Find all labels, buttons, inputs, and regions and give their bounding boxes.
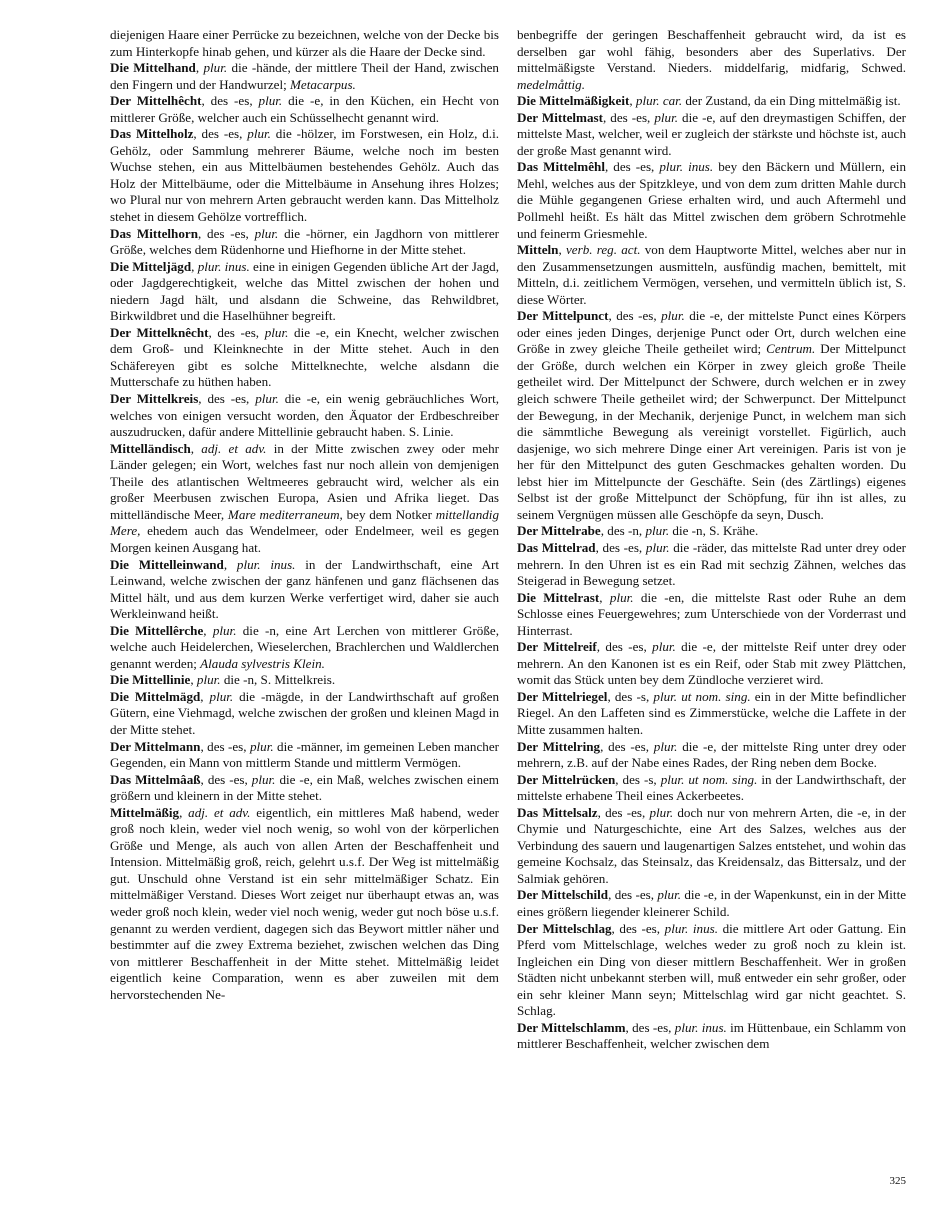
entry-separator: ,: [203, 622, 213, 638]
entry-headword: Die Mittelrast: [517, 589, 600, 605]
dictionary-entry: [517, 159, 906, 242]
entry-latin-term: medelmåttig.: [517, 76, 586, 92]
entry-text: die -räder, das mittelste Rad unter drey oder mehrern. In den Uhren ist es ein Rad mit sechzig Zähnen, welches das Steigerad in Bewegung setzet.: [517, 539, 907, 589]
entry-grammar: plur.: [657, 887, 682, 903]
entry-genitive: , des -es,: [197, 225, 255, 241]
entry-text: die -e, in den Küchen, ein Hecht von mittlerer Größe, welcher auch ein Schüsselhecht genannt wird.: [110, 93, 499, 125]
entry-genitive: , des -s,: [607, 688, 654, 704]
dictionary-entry: [110, 557, 499, 623]
entry-latin-term: Metacarpus.: [290, 76, 356, 92]
entry-headword: Der Mittelschlag: [517, 920, 612, 936]
entry-grammar: plur.: [254, 225, 279, 241]
entry-grammar: plur. inus.: [659, 159, 714, 175]
entry-headword: Das Mittelsalz: [517, 804, 598, 820]
entry-text: Der Mittelpunct der Größe, durch welchen ein Körper in zwey gleich große Theile getheilet wird. Der Mittelpunct der Schwere, durch welchen er in zwey gleich schwere Theile getheilet wird; der Schwerpunct. Der Mittelpunct der Bewegung, in der Mechanik, derjenige Punct, in welchem man sich die sämmtliche Bewegung als vereinigt vorstellet. Figürlich, auch dasjenige, wo sich mehrere Dinge einer Art vereinigen. Paris ist von je her für den Mittelpunct des guten Geschmackes gehalten worden. Du lebst hier im Mittelpuncte der Geschäfte. Sein (des Zärtlings) eigenes Selbst ist der große Mittelpunct der Schöpfung, für ihn ist alles, zu seinem Vergnügen müssen alle Geschöpfe da seyn, Dusch.: [517, 341, 906, 522]
entry-genitive: , des -es,: [600, 738, 654, 754]
entry-headword: Die Mittelhand: [110, 60, 196, 76]
entry-text: in der Landwirthschaft, der mittelste erhabene Theil eines Ackerbeetes.: [517, 771, 907, 804]
entry-text: benbegriffe der geringen Beschaffenheit gebraucht wird, da ist es derselben gar wohl fähig, besonders aber des Superlativs. Der mittelmäßigste Verstand. Nieders. middelfarig, midfarig, Schwed.: [517, 27, 906, 76]
entry-separator: ,: [200, 688, 210, 704]
entry-separator: ,: [629, 93, 636, 109]
entry-headword: Das Mittelhorn: [110, 225, 198, 241]
entry-text: bey dem Notker: [342, 506, 436, 522]
entry-grammar: plur.: [661, 308, 685, 324]
entry-text: ein in der Mitte befindlicher Riegel. An den Laffeten sind es Zimmerstücke, welche die Laffete in der Mitte zusammen halten.: [517, 688, 906, 737]
dictionary-entry: [517, 805, 906, 888]
entry-genitive: , des -es,: [608, 887, 658, 903]
dictionary-entry: [517, 93, 906, 110]
entry-text: die -e, ein Maß, welches zwischen einem größern und kleinern in der Mitte stehet.: [110, 771, 499, 804]
entry-headword: Das Mittelmâaß: [110, 771, 201, 787]
entry-grammar: plur.: [251, 771, 276, 787]
dictionary-entry: [517, 540, 906, 590]
dictionary-entry: [517, 921, 906, 1020]
entry-headword: Das Mittelrad: [517, 539, 596, 555]
entry-text: die -e, in der Wapenkunst, ein in der Mitte eines größern liegender kleinerer Schild.: [517, 887, 907, 919]
entry-latin-term: Mare mediterraneum,: [227, 506, 343, 522]
entry-grammar: plur.: [258, 93, 283, 109]
dictionary-entry: [110, 772, 499, 805]
entry-latin-term: mittellandig Mere,: [110, 506, 499, 539]
entry-headword: Die Mittellinie: [110, 672, 191, 688]
entry-headword: Die Mittelmäßigkeit: [517, 93, 630, 109]
entry-separator: ,: [190, 672, 197, 688]
entry-grammar: plur.: [609, 589, 634, 605]
entry-grammar: plur. inus.: [197, 258, 250, 274]
dictionary-entry: [517, 110, 906, 160]
entry-text: die -e, der mittelste Ring unter drey oder mehrern, z.B. auf der Nabe eines Rades, der Ring neben dem Bocke.: [517, 738, 907, 771]
entry-text: die -e, ein Knecht, welcher zwischen dem Groß- und Kleinknechte in der Mitte stehet. Auch in den Schäfereyen gibt es solche Mittelknechte, welche alsdann die Mutterschafe zu hüthen haben.: [110, 324, 499, 390]
entry-grammar: plur.: [212, 622, 237, 638]
page-number: 325: [889, 1175, 906, 1187]
entry-headword: Der Mittelmast: [517, 109, 603, 125]
entry-text: der Zustand, da ein Ding mittelmäßig ist.: [682, 93, 901, 109]
entry-text: die -n, eine Art Lerchen von mittlerer Größe, welche auch Heidelerchen, Wieselerchen, Brachlerchen und Waldlerchen genannt werden;: [110, 622, 499, 671]
entry-headword: Mittelländisch: [110, 440, 191, 456]
entry-headword: Die Mittelleinwand: [110, 556, 224, 572]
entry-headword: Der Mittelschlamm: [517, 1019, 626, 1035]
entry-separator: ,: [190, 440, 202, 456]
entry-headword: Der Mittelring: [517, 738, 601, 754]
entry-text: die -mägde, in der Landwirthschaft auf großen Gütern, eine Viehmagd, welche zwischen der großen und kleinen Magd in der Mitte stehet.: [110, 688, 500, 737]
entry-separator: ,: [191, 258, 198, 274]
entry-genitive: , des -es,: [625, 1019, 675, 1035]
entry-grammar: plur.: [203, 60, 228, 76]
entry-headword: Der Mittelreif: [517, 639, 597, 655]
entry-grammar: plur. inus.: [674, 1019, 727, 1035]
dictionary-entry: [517, 689, 906, 739]
dictionary-entry: [110, 739, 499, 772]
dictionary-entry: [110, 259, 499, 325]
entry-separator: ,: [195, 60, 204, 76]
entry-headword: Mittelmäßig: [110, 804, 180, 820]
entry-text: eigentlich, ein mittleres Maß habend, weder groß noch klein, weder viel noch wenig, so wohl von der körperlichen Größe und Menge, als auch von allen Arten der Beschaffenheit und Intension. Mittelmäßig groß, reich, gelehrt u.s.f. Der Weg ist mittelmäßig gut. Unschuld ohne Verstand ist ein sehr mittelmäßiger Schatz. Ein mittelmäßiger Verstand. Dieses Wort zeiget nur überhaupt etwas an, was weder groß noch klein, weder viel noch wenig, weder gut noch böse u.s.f. genannt zu werden verdient, dagegen sich das Beywort mittler näher und bestimmter auf die zwey Extrema beziehet, zwischen welchen das Ding von mittlerer Beschaffenheit in der Mitte stehet. Mittelmäßig leidet eigentlich keine Comparation, wenn es aber zuweilen mit dem hervorstechenden Ne-: [110, 804, 499, 1002]
entry-text: diejenigen Haare einer Perrücke zu bezeichnen, welche von der Decke bis zum Hinterkopfe hinab gehen, und kürzer als die Haare der Decke sind.: [110, 27, 499, 59]
entry-headword: Der Mittelmann: [110, 738, 201, 754]
dictionary-entry: [110, 672, 499, 689]
right-column: [517, 27, 906, 1053]
entry-genitive: , des -es,: [208, 324, 265, 340]
entry-genitive: , des -es,: [595, 539, 646, 555]
entry-genitive: , des -es,: [200, 771, 252, 787]
dictionary-entry: [110, 126, 499, 225]
entry-separator: ,: [558, 242, 566, 258]
dictionary-entry: [110, 689, 499, 739]
entry-headword: Der Mittelschild: [517, 887, 609, 903]
entry-grammar: plur.: [645, 539, 670, 555]
entry-grammar: plur. inus.: [236, 556, 296, 572]
dictionary-entry: [517, 887, 906, 920]
entry-grammar: plur.: [196, 672, 221, 688]
dictionary-entry: [517, 590, 906, 640]
entry-text: von dem Hauptworte Mittel, welches aber nur in den Zusammensetzungen ausmitteln, ausfündig machen, bemittelt, mit Mitteln, d.i. zeitlichem Vermögen, versehen, und vermitteln üblich ist, S. diese Wörter.: [517, 242, 906, 307]
left-column: [110, 27, 499, 1003]
entry-grammar: plur.: [209, 688, 234, 704]
entry-text: die -hände, der mittlere Theil der Hand, zwischen den Fingern und der Handwurzel;: [110, 60, 499, 92]
entry-grammar: plur.: [649, 804, 674, 820]
entry-genitive: , des -es,: [597, 804, 650, 820]
entry-grammar: plur. ut nom. sing.: [653, 688, 751, 704]
dictionary-entry: [110, 805, 499, 1004]
entry-headword: Der Mittelrabe: [517, 523, 601, 539]
entry-grammar: verb. reg. act.: [565, 242, 641, 258]
dictionary-entry: [110, 441, 499, 557]
dictionary-entry: [517, 308, 906, 523]
entry-separator: ,: [179, 804, 189, 820]
entry-grammar: plur.: [654, 109, 679, 125]
entry-genitive: , des -es,: [200, 738, 250, 754]
entry-headword: Der Mittelriegel: [517, 688, 608, 704]
entry-grammar: plur. car.: [635, 93, 683, 109]
entry-headword: Der Mittelknêcht: [110, 324, 209, 340]
entry-text: die -n, S. Krähe.: [669, 523, 759, 539]
entry-grammar: plur.: [645, 523, 670, 539]
entry-headword: Das Mittelholz: [110, 126, 194, 142]
entry-text: die mittlere Art oder Gattung. Ein Pferd vom Mittelschlage, welches weder zu groß noch zu klein ist. Ingleichen ein Ding von dieser mittlern Beschaffenheit. Wer in großen Städten nicht unbekannt sterben will, muß entweder ein sehr großer, oder ein sehr kleiner Mann seyn; Mittelschlag wird gar nicht geachtet. S. Schlag.: [517, 920, 906, 1019]
dictionary-entry: [110, 93, 499, 126]
entry-headword: Mitteln: [517, 242, 559, 258]
entry-genitive: , des -es,: [198, 391, 256, 407]
dictionary-entry: [517, 739, 906, 772]
dictionary-entry: [517, 1020, 906, 1053]
entry-grammar: plur.: [255, 391, 279, 407]
entry-text: die -hölzer, im Forstwesen, ein Holz, d.i. Gehölz, oder Sammlung mehrerer Bäume, welche noch im besten Wuchse stehen, ein aus Mittelbäumen bestehendes Gehölz. Auch das Holz der Mittelbäume, oder die Mittelbäume in Ansehung ihres Holzes; wo Plural nur von mehrern Arten gebraucht werden kann. Das Mittelholz stehet in diesem Gehölze vortrefflich.: [110, 126, 499, 225]
entry-separator: ,: [223, 556, 237, 572]
entry-genitive: , des -es,: [596, 639, 653, 655]
entry-genitive: , des -s,: [615, 771, 661, 787]
entry-grammar: plur.: [652, 639, 676, 655]
entry-headword: Der Mittelrücken: [517, 771, 616, 787]
entry-text: die -hörner, ein Jagdhorn von mittlerer Größe, welches dem Rüdenhorne und Hiefhorne in der Mitte stehet.: [110, 225, 500, 258]
dictionary-entry: [517, 27, 906, 93]
entry-genitive: , des -n,: [600, 523, 646, 539]
entry-latin-term: Alauda sylvestris Klein.: [200, 655, 325, 671]
entry-text: die -männer, im gemeinen Leben mancher Gegenden, ein Mann von mittlerm Stande und mittlerm Vermögen.: [110, 738, 499, 771]
entry-grammar: adj. et adv.: [201, 440, 267, 456]
entry-text: doch nur von mehrern Arten, die -e, in der Chymie und Naturgeschichte, eine Art des Salzes, welches aus der Verbindung des sauern und laugenartigen Salzes entstehet, und wohin das gemeine Kochsalz, das Steinsalz, das Kreidensalz, das Bittersalz, und der Salmiak gehören.: [517, 804, 906, 886]
entry-text: die -e, auf den dreymastigen Schiffen, der mittelste Mast, welcher, weil er zugleich der stärkste und höchste ist, auch der große Mast genannt wird.: [517, 109, 906, 158]
entry-text: im Hüttenbaue, ein Schlamm von mittlerer Beschaffenheit, welcher zwischen dem: [517, 1019, 906, 1052]
entry-headword: Der Mittelkreis: [110, 391, 199, 407]
entry-grammar: plur. ut nom. sing.: [660, 771, 758, 787]
dictionary-entry: [517, 772, 906, 805]
entry-genitive: , des -es,: [608, 308, 662, 324]
entry-grammar: plur.: [247, 126, 271, 142]
dictionary-entry: [110, 27, 499, 60]
entry-headword: Der Mittelpunct: [517, 308, 609, 324]
entry-headword: Die Mittelmägd: [110, 688, 201, 704]
entry-grammar: adj. et adv.: [188, 804, 251, 820]
entry-genitive: , des -es,: [611, 920, 665, 936]
entry-text: die -e, der mittelste Punct eines Körpers oder eines jeden Dinges, derjenige Punct oder Ort, durch welchen eine Größe in zwey gleiche Theile getheilet wird;: [517, 308, 907, 357]
entry-text: die -n, S. Mittelkreis.: [220, 672, 336, 688]
dictionary-entry: [110, 325, 499, 391]
dictionary-entry: [517, 523, 906, 540]
entry-grammar: plur. inus.: [664, 920, 718, 936]
entry-genitive: , des -es,: [193, 126, 248, 142]
entry-grammar: plur.: [653, 738, 678, 754]
entry-text: eine in einigen Gegenden übliche Art der Jagd, oder Jagdgerechtigkeit, welche das Mittel zwischen der hohen und niedern Jagd hält, und alsdann die Schweine, das Rehwildbret, Birkwildbret und die Haselhühner begreift.: [110, 258, 499, 324]
entry-text: die -e, der mittelste Reif unter drey oder mehrern. An den Kanonen ist es ein Reif, oder Stab mit zwey Plättchen, womit das Stück unten bey dem Zündloche verzieret wird.: [517, 639, 907, 688]
entry-text: bey den Bäckern und Müllern, ein Mehl, welches aus der Spitzkleye, und von dem zum dritten Mahle durch die Mühle gegangenen Griese erhalten wird, und auch Aftermehl und Pollmehl heißt. Es hält das Mittel zwischen dem gröbern Schrotmehle und feinerm Griesmehle.: [517, 159, 906, 241]
entry-text: in der Landwirthschaft, eine Art Leinwand, welche zwischen der ganz hänfenen und ganz flächsenen das Mittel hält, und aus dem kurzen Werke verfertiget wird, daher sie auch Werkleinwand heißt.: [110, 556, 499, 622]
entry-genitive: , des -es,: [201, 93, 259, 109]
dictionary-entry: [110, 60, 499, 93]
entry-headword: Der Mittelhêcht: [110, 93, 202, 109]
entry-text: ehedem auch das Wendelmeer, oder Endelmeer, weil es gegen Morgen keinen Ausgang hat.: [110, 523, 499, 555]
entry-grammar: plur.: [264, 324, 289, 340]
entry-latin-term: Centrum.: [766, 341, 816, 357]
dictionary-entry: [517, 639, 906, 689]
dictionary-entry: [110, 391, 499, 441]
dictionary-entry: [517, 242, 906, 308]
entry-text: die -e, ein wenig gebräuchliches Wort, welches von einigen versucht worden, den Äquator der Erdbeschreiber auszudrucken, dafür andere Mittellinie gebraucht haben. S. Linie.: [110, 391, 500, 440]
entry-grammar: plur.: [249, 738, 274, 754]
entry-separator: ,: [599, 589, 610, 605]
entry-headword: Das Mittelmêhl: [517, 159, 605, 175]
entry-genitive: , des -es,: [602, 109, 655, 125]
dictionary-entry: [110, 623, 499, 673]
dictionary-entry: [110, 226, 499, 259]
entry-text: die -en, die mittelste Rast oder Ruhe an dem Schlosse eines Feuergewehres; zum Unterschiede von der Vorderrast und Hinterrast.: [517, 589, 907, 638]
entry-text: in der Mitte zwischen zwey oder mehr Länder gelegen; ein Wort, welches fast nur noch allein von demjenigen Theile des atlantischen Weltmeeres gebraucht wird, welcher als ein großer Meerbusen zwischen Europa, Asien und Afrika lieget. Das mittelländische Meer,: [110, 440, 499, 522]
entry-genitive: , des -es,: [604, 159, 660, 175]
entry-headword: Die Mittellêrche: [110, 622, 204, 638]
entry-headword: Die Mitteljägd: [110, 258, 192, 274]
